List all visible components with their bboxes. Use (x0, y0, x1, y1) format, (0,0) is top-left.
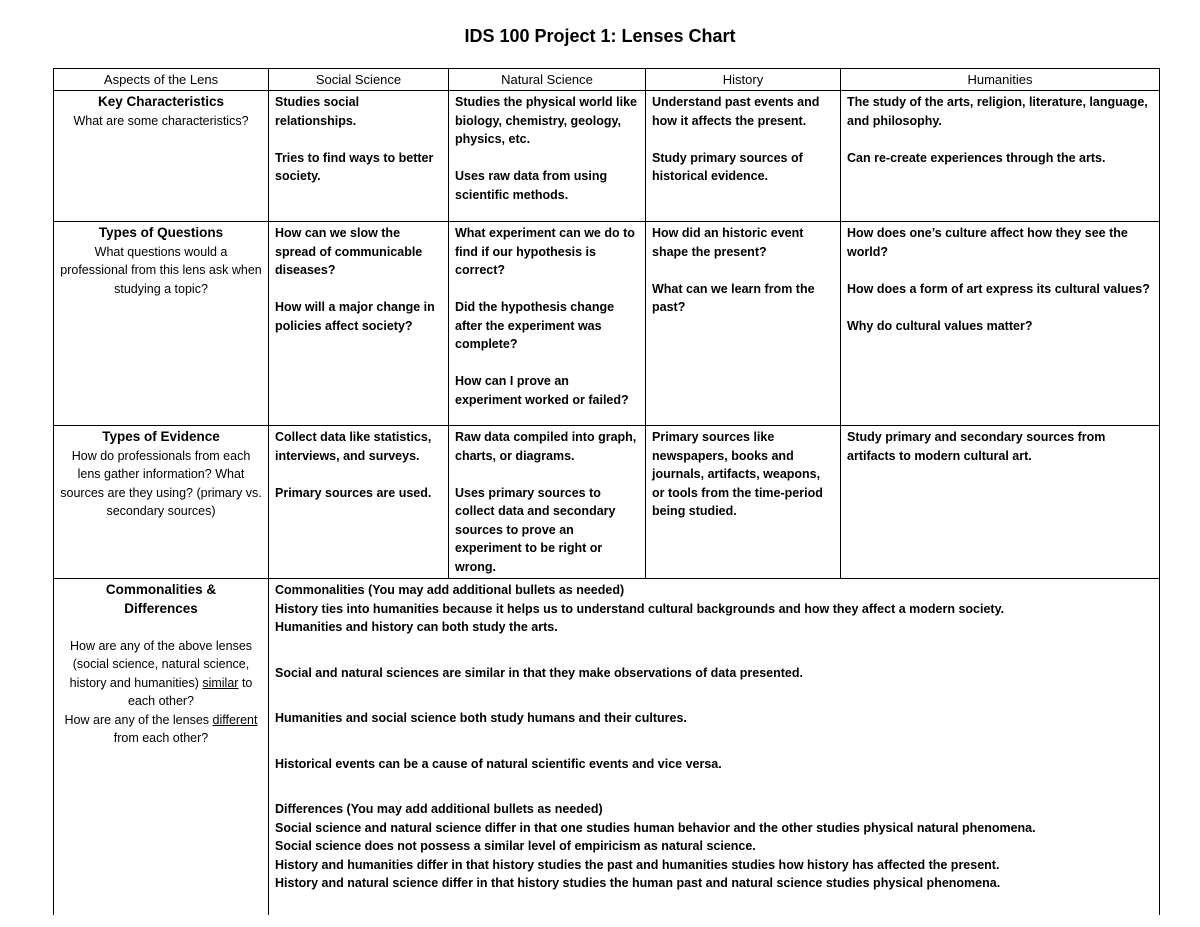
table-row (54, 222, 1160, 426)
list-item: History and natural science differ in that history studies the human past and natural science studies physical phenomena. (275, 876, 1001, 890)
header-humanities: Humanities (841, 69, 1160, 91)
cell-text: How did an historic event shape the present? (652, 226, 804, 259)
aspect-cell (54, 91, 269, 222)
commonalities-heading: Commonalities (You may add additional bullets as needed) (275, 583, 625, 597)
cell-text: Primary sources are used. (275, 485, 432, 500)
cell-text: The study of the arts, religion, literature, language, and philosophy. (847, 95, 1148, 128)
aspect-title: Types of Evidence (102, 429, 220, 444)
history-cell (646, 91, 841, 222)
cell-text: How will a major change in policies affect society? (275, 300, 435, 333)
cell-text: What can we learn from the past? (652, 281, 815, 314)
list-item: Humanities and history can both study the arts. (275, 620, 558, 634)
cell-text: How can we slow the spread of communicable diseases? (275, 226, 423, 277)
aspect-prompt: from each other? (113, 731, 209, 745)
aspect-prompt: How are any of the lenses (64, 712, 210, 727)
natural-science-cell (449, 91, 646, 222)
aspect-cell (54, 426, 269, 579)
cell-text: Can re-create experiences through the arts. (847, 150, 1106, 165)
aspect-prompt-emphasis: similar (202, 675, 239, 690)
aspect-title: Commonalities & (105, 582, 217, 597)
social-science-cell (269, 426, 449, 579)
cell-text: Uses primary sources to collect data and secondary sources to prove an experiment to be right or wrong. (455, 485, 616, 574)
natural-science-cell (449, 426, 646, 579)
cell-text: How can I prove an experiment worked or failed? (455, 374, 629, 407)
commonalities-cell (269, 579, 1160, 916)
humanities-cell (841, 426, 1160, 579)
table-row-commonalities (54, 579, 1160, 916)
natural-science-cell (449, 222, 646, 426)
aspect-prompt: How are any of the above lenses (social science, natural science, history and humanities) (69, 638, 253, 690)
cell-text: Why do cultural values matter? (847, 318, 1033, 333)
list-item: Social science does not possess a similar level of empiricism as natural science. (275, 839, 756, 853)
cell-text: Studies the physical world like biology, chemistry, geology, physics, etc. (455, 95, 637, 146)
list-item: Social science and natural science differ in that one studies human behavior and the other studies physical natural phenomena. (275, 820, 1036, 835)
cell-text: Tries to find ways to better society. (275, 150, 434, 183)
list-item: Humanities and social science both study humans and their cultures. (275, 711, 687, 725)
aspect-prompt: What are some characteristics? (73, 113, 249, 128)
humanities-cell (841, 222, 1160, 426)
aspect-title: Key Characteristics (97, 94, 225, 109)
differences-heading: Differences (You may add additional bullets as needed) (275, 802, 603, 816)
aspect-prompt: How do professionals from each lens gather information? What sources are they using? (primary vs. secondary sources) (60, 448, 262, 518)
cell-text: Study primary and secondary sources from artifacts to modern cultural art. (847, 430, 1106, 463)
lenses-table (53, 68, 1160, 915)
cell-text: Uses raw data from using scientific methods. (455, 169, 608, 202)
header-aspects: Aspects of the Lens (54, 69, 269, 91)
aspect-cell (54, 222, 269, 426)
cell-text: Did the hypothesis change after the experiment was complete? (455, 300, 615, 351)
cell-text: How does one’s culture affect how they see the world? (847, 226, 1128, 259)
social-science-cell (269, 91, 449, 222)
aspect-prompt-emphasis: different (212, 712, 258, 727)
cell-text: Studies social relationships. (275, 95, 360, 128)
humanities-cell (841, 91, 1160, 222)
aspect-prompt: What questions would a professional from this lens ask when studying a topic? (60, 244, 262, 296)
header-row (54, 69, 1160, 91)
list-item: History and humanities differ in that history studies the past and humanities studies how history has affected the present. (275, 857, 1000, 872)
list-item: Historical events can be a cause of natural scientific events and vice versa. (275, 756, 722, 771)
cell-text: Primary sources like newspapers, books and journals, artifacts, weapons, or tools from the time-period being studied. (652, 430, 823, 518)
cell-text: How does a form of art express its cultural values? (847, 281, 1150, 296)
header-natural-science: Natural Science (449, 69, 646, 91)
list-item: Social and natural sciences are similar in that they make observations of data presented. (275, 665, 803, 680)
social-science-cell (269, 222, 449, 426)
list-item: History ties into humanities because it helps us to understand cultural backgrounds and how they affect a modern society. (275, 601, 1005, 616)
header-history: History (646, 69, 841, 91)
aspect-prompt: to each other? (127, 675, 253, 708)
table-row (54, 426, 1160, 579)
aspect-title: Differences (124, 600, 198, 616)
cell-text: Understand past events and how it affects the present. (652, 95, 820, 128)
cell-text: Study primary sources of historical evidence. (652, 150, 803, 183)
cell-text: What experiment can we do to find if our hypothesis is correct? (455, 226, 635, 277)
aspect-cell (54, 579, 269, 916)
cell-text: Collect data like statistics, interviews, and surveys. (275, 430, 432, 463)
history-cell (646, 426, 841, 579)
history-cell (646, 222, 841, 426)
aspect-title: Types of Questions (98, 225, 224, 240)
table-row (54, 91, 1160, 222)
header-social-science: Social Science (269, 69, 449, 91)
document-title: IDS 100 Project 1: Lenses Chart (464, 26, 736, 46)
cell-text: Raw data compiled into graph, charts, or diagrams. (455, 430, 637, 463)
